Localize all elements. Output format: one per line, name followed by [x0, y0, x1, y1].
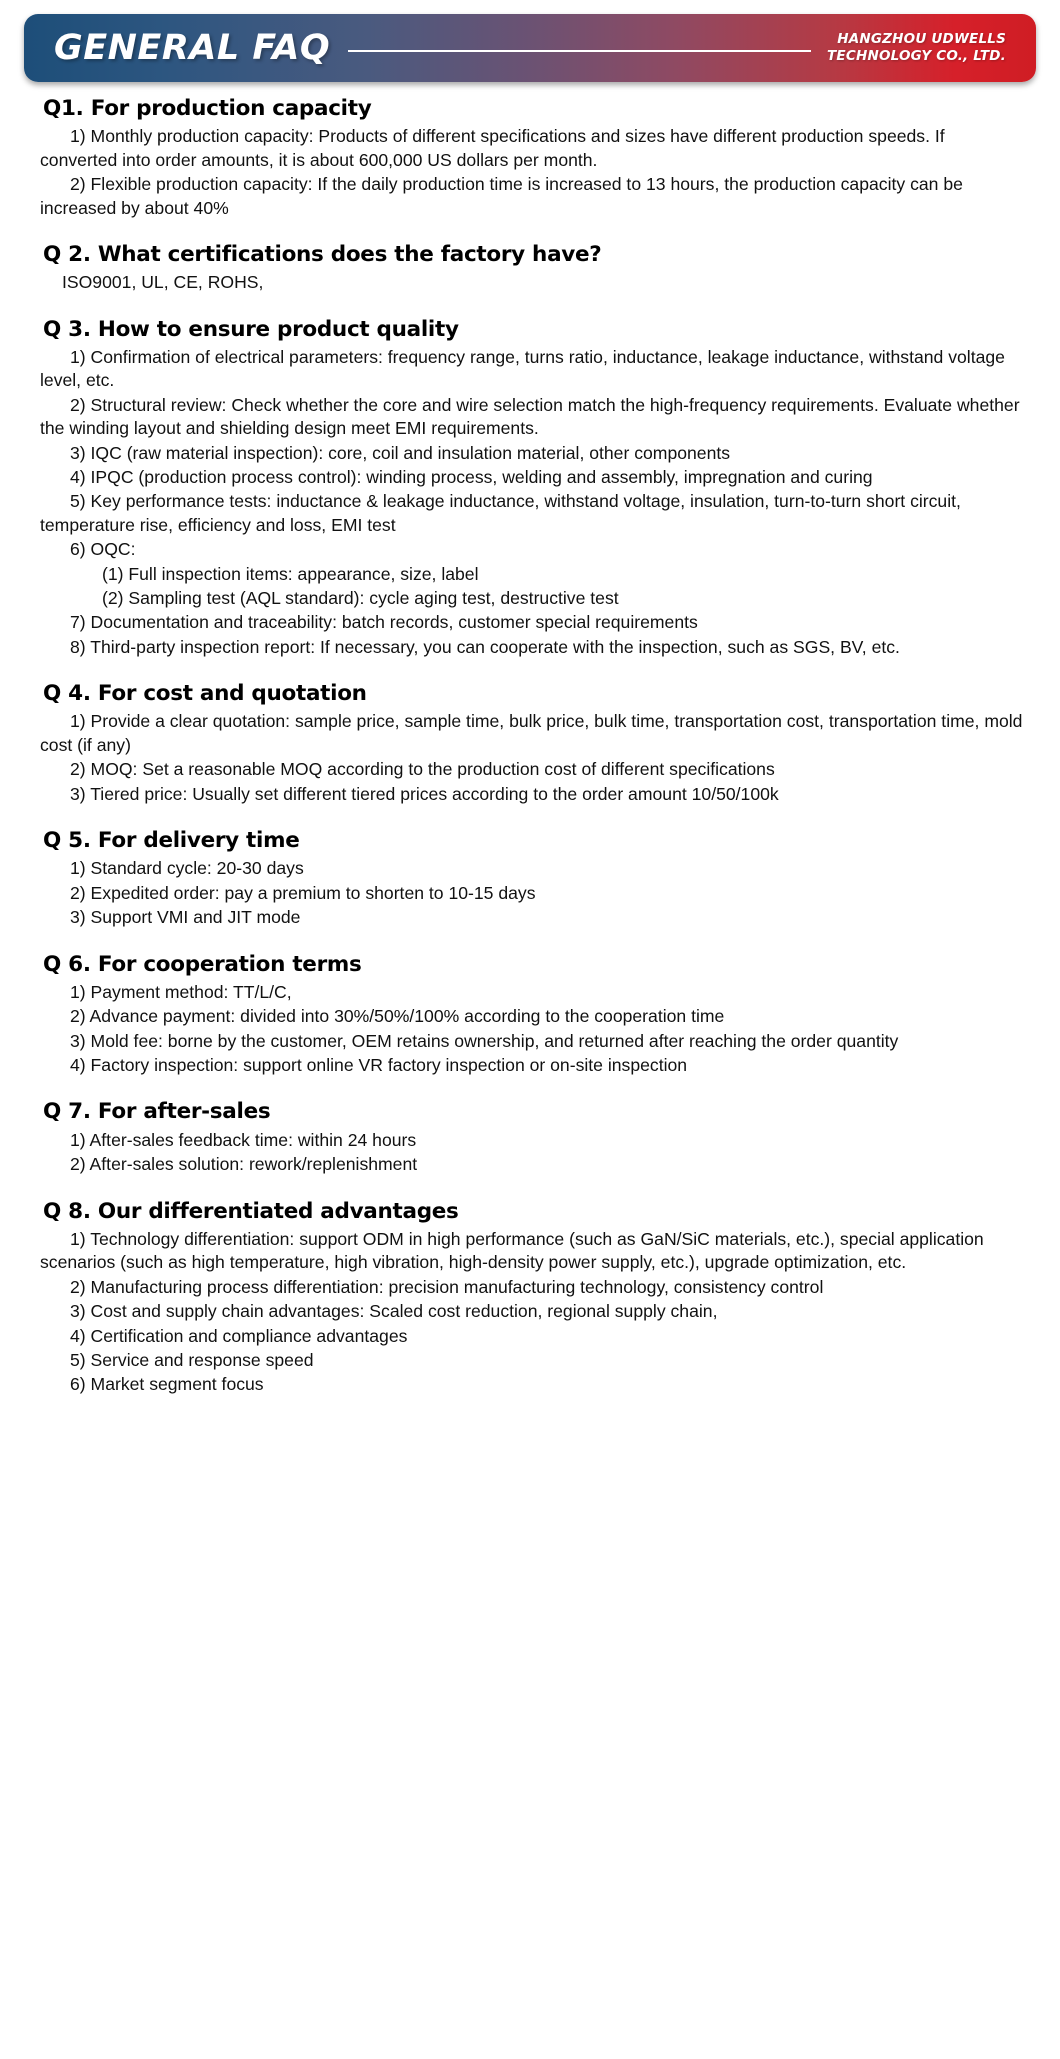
faq-content	[0, 82, 1060, 1397]
page-title: GENERAL FAQ	[54, 28, 331, 68]
faq-answer-line: 4) IPQC (production process control): winding process, welding and assembly, impregnation and curing	[70, 466, 873, 487]
faq-answer-body	[40, 1129, 1024, 1177]
faq-answer-body	[40, 125, 1024, 220]
faq-answer-body	[40, 981, 1024, 1078]
faq-answer-line: 4) Certification and compliance advantages	[70, 1325, 408, 1346]
header-banner-wrapper	[0, 0, 1060, 82]
faq-answer-line: (1) Full inspection items: appearance, size, label	[102, 563, 479, 584]
faq-question-title: Q 6. For cooperation terms	[43, 951, 362, 977]
faq-answer-line: 2) Manufacturing process differentiation: precision manufacturing technology, consistency control	[70, 1276, 824, 1297]
faq-block	[40, 96, 1024, 220]
faq-answer-body	[40, 710, 1024, 806]
faq-answer-line: 5) Service and response speed	[70, 1349, 314, 1370]
faq-answer-line: 2) Advance payment: divided into 30%/50%/100% according to the cooperation time	[70, 1006, 725, 1027]
faq-question-title: Q 3. How to ensure product quality	[43, 316, 459, 342]
faq-answer-body	[40, 346, 1024, 659]
faq-answer-body	[40, 271, 1024, 294]
faq-answer-line: 1) Monthly production capacity: Products of different specifications and sizes have different production speeds. If converted into order amounts, it is about 600,000 US dollars per month.	[40, 126, 945, 170]
header-divider-rule	[348, 50, 811, 52]
faq-answer-line: 4) Factory inspection: support online VR factory inspection or on-site inspection	[70, 1055, 688, 1076]
faq-answer-line: 3) Mold fee: borne by the customer, OEM retains ownership, and returned after reaching the order quantity	[70, 1030, 899, 1051]
faq-question-title: Q 8. Our differentiated advantages	[43, 1198, 459, 1224]
faq-question-title: Q 7. For after-sales	[43, 1099, 271, 1125]
faq-answer-line: 1) Confirmation of electrical parameters: frequency range, turns ratio, inductance, leakage inductance, withstand voltage level, etc.	[40, 347, 1005, 391]
faq-answer-line: 1) Provide a clear quotation: sample price, sample time, bulk price, bulk time, transportation cost, transportation time, mold cost (if any)	[40, 711, 1023, 755]
company-name	[827, 31, 1006, 66]
faq-answer-line: 2) Expedited order: pay a premium to shorten to 10-15 days	[70, 882, 536, 903]
faq-block	[40, 828, 1024, 930]
faq-answer-line: 1) Technology differentiation: support ODM in high performance (such as GaN/SiC materials, etc.), special application scenarios (such as high temperature, high vibration, high-density power supply, etc.), upgrade optimization, etc.	[40, 1228, 984, 1273]
faq-answer-line: 6) Market segment focus	[70, 1374, 264, 1395]
faq-answer-line: 7) Documentation and traceability: batch records, customer special requirements	[70, 612, 698, 633]
faq-block	[40, 242, 1024, 295]
faq-block	[40, 317, 1024, 659]
faq-answer-line: (2) Sampling test (AQL standard): cycle aging test, destructive test	[102, 587, 619, 608]
faq-answer-line: 2) MOQ: Set a reasonable MOQ according to the production cost of different specifications	[70, 759, 775, 780]
faq-answer-line: 1) After-sales feedback time: within 24 hours	[70, 1129, 417, 1150]
faq-answer-line: 3) IQC (raw material inspection): core, coil and insulation material, other components	[70, 442, 731, 463]
faq-block	[40, 1099, 1024, 1176]
faq-answer-body	[40, 857, 1024, 929]
faq-answer-line: 2) Flexible production capacity: If the daily production time is increased to 13 hours, the production capacity can be increased by about 40%	[40, 174, 963, 218]
faq-answer-line: 1) Payment method: TT/L/C,	[70, 981, 292, 1002]
faq-question-title: Q 2. What certifications does the factory have?	[43, 241, 602, 267]
faq-answer-line: 8) Third-party inspection report: If necessary, you can cooperate with the inspection, such as SGS, BV, etc.	[70, 636, 900, 657]
company-name-line1: HANGZHOU UDWELLS	[837, 30, 1006, 47]
faq-answer-line: 2) Structural review: Check whether the core and wire selection match the high-frequency requirements. Evaluate whether the winding layout and shielding design meet EMI requirements.	[40, 394, 1020, 439]
faq-answer-line: 5) Key performance tests: inductance & leakage inductance, withstand voltage, insulation, turn-to-turn short circuit, temperature rise, efficiency and loss, EMI test	[40, 491, 961, 535]
faq-question-title: Q1. For production capacity	[43, 96, 372, 121]
header-banner	[24, 14, 1036, 82]
faq-answer-line: 3) Cost and supply chain advantages: Scaled cost reduction, regional supply chain,	[70, 1301, 718, 1322]
faq-block	[40, 1199, 1024, 1397]
company-name-line2: TECHNOLOGY CO., LTD.	[827, 48, 1006, 64]
faq-answer-line: 3) Tiered price: Usually set different tiered prices according to the order amount 10/50/100k	[70, 783, 779, 804]
faq-block	[40, 681, 1024, 806]
faq-block	[40, 952, 1024, 1078]
faq-answer-line: 1) Standard cycle: 20-30 days	[70, 858, 304, 879]
faq-answer-line: ISO9001, UL, CE, ROHS,	[62, 272, 264, 293]
faq-answer-line: 2) After-sales solution: rework/replenishment	[70, 1154, 418, 1175]
faq-question-title: Q 4. For cost and quotation	[43, 681, 367, 707]
faq-question-title: Q 5. For delivery time	[43, 828, 300, 854]
faq-answer-body	[40, 1228, 1024, 1397]
faq-answer-line: 3) Support VMI and JIT mode	[70, 907, 301, 928]
faq-answer-line: 6) OQC:	[70, 539, 136, 560]
